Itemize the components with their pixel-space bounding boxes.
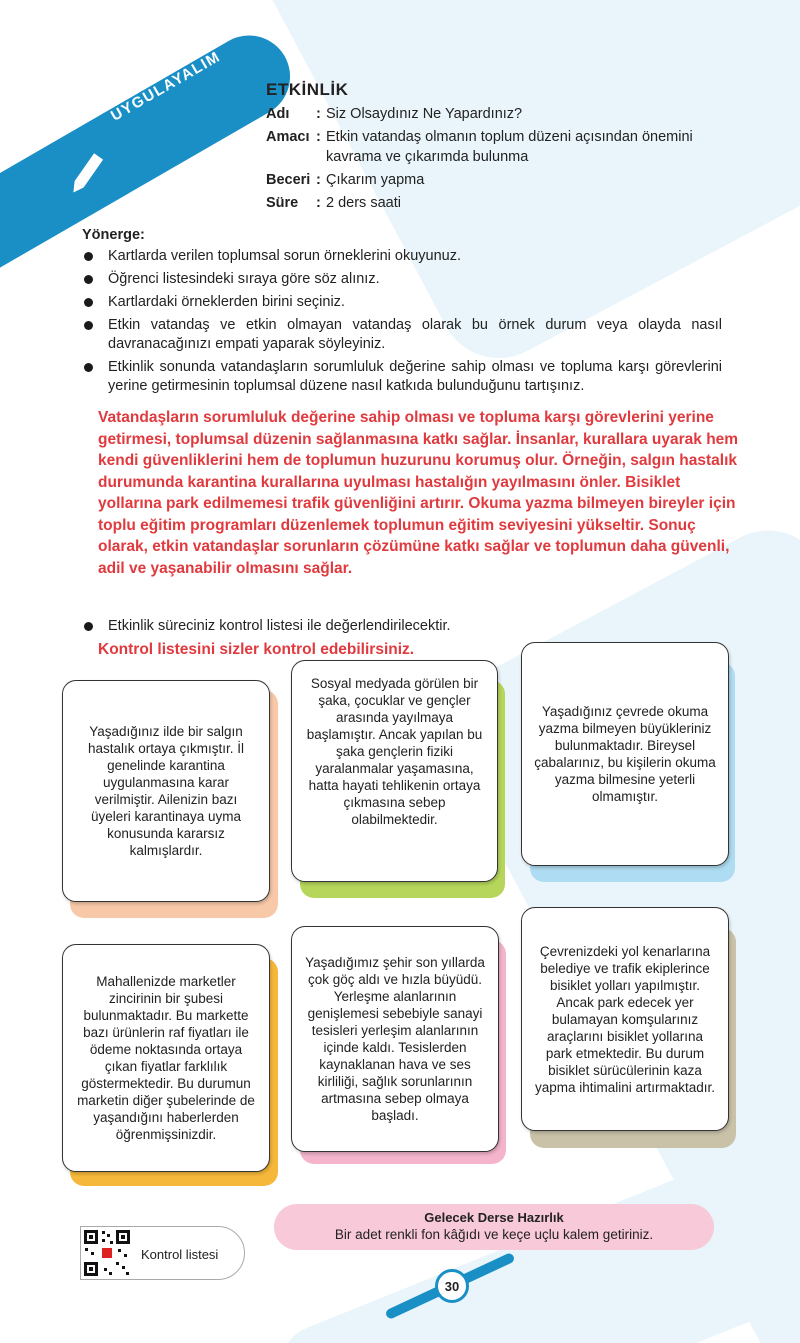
section-ribbon <box>0 20 305 281</box>
activity-header <box>266 80 736 216</box>
info-value: Çıkarım yapma <box>326 172 425 188</box>
evaluation-answer: Kontrol listesini sizler kontrol edebilirsiniz. <box>98 641 415 658</box>
problem-card <box>62 944 270 1172</box>
card-text: Yaşadığınız ilde bir salgın hastalık ortaya çıkmıştır. İl genelinde karantina uygulanmasına karar verilmiştir. Ailenizin bazı üyeleri karantinaya uyma konusunda kararsız kalmışlardır. <box>87 724 245 858</box>
problem-card <box>62 680 270 902</box>
info-separator: : <box>316 129 321 145</box>
info-separator: : <box>316 195 321 211</box>
info-value: Siz Olsaydınız Ne Yapardınız? <box>326 106 523 122</box>
next-lesson-preparation <box>274 1204 714 1250</box>
card-text: Çevrenizdeki yol kenarlarına belediye ve trafik ekiplerince bisiklet yolları yapılmıştır. Ancak park edecek yer bulamayan komşularınız araçlarını bisiklet yollarına park etmektedir. Bu durum bisiklet sürücülerinin kaza yapma ihtimalini artırmaktadır. <box>534 943 716 1095</box>
problem-card <box>291 660 498 882</box>
info-value: Etkin vatandaş olmanın toplum düzeni açısından önemini kavrama ve çıkarımda bulunma <box>326 129 693 165</box>
prep-text: Bir adet renkli fon kâğıdı ve keçe uçlu kalem getiriniz. <box>334 1227 654 1242</box>
activity-duration-row <box>266 193 736 213</box>
instructions-title: Yönerge: <box>82 227 145 243</box>
info-key: Beceri <box>266 172 311 188</box>
evaluation-list <box>82 617 722 636</box>
prep-title: Gelecek Derse Hazırlık <box>424 1210 564 1225</box>
card-text: Mahallenizde marketler zincirinin bir şubesi bulunmaktadır. Bu markette bazı ürünlerin raf fiyatları ile ödeme noktasında ortaya çıkan fiyatlar farklılık göstermektedir. Bu durumun marketin diğer şubelerinde de yaşandığını haberlerden öğrenmişsinizdir. <box>77 974 255 1142</box>
instruction-item: Etkin vatandaş ve etkin olmayan vatandaş olarak bu örnek durum veya olayda nasıl davranacağınızı empati yaparak söyleyiniz. <box>82 316 722 354</box>
activity-skill-row <box>266 170 736 190</box>
qr-code-icon[interactable] <box>82 1228 132 1278</box>
instruction-item: Öğrenci listesindeki sıraya göre söz alınız. <box>82 270 722 289</box>
instruction-item: Kartlardaki örneklerden birini seçiniz. <box>82 293 722 312</box>
problem-card <box>521 907 729 1131</box>
card-text: Yaşadığınız çevrede okuma yazma bilmeyen büyükleriniz bulunmaktadır. Bireysel çabalarınız, bu kişilerin okuma yazma bilmesine yeterli olmamıştır. <box>534 704 716 804</box>
info-value: 2 ders saati <box>326 195 401 211</box>
section-ribbon-label: UYGULAYALIM <box>108 48 224 125</box>
qr-label: Kontrol listesi <box>141 1247 219 1262</box>
problem-card <box>521 642 729 866</box>
info-separator: : <box>316 172 321 188</box>
activity-title: ETKİNLİK <box>266 80 349 99</box>
info-key: Süre <box>266 195 299 211</box>
answer-paragraph: Vatandaşların sorumluluk değerine sahip olması ve topluma karşı görevlerini yerine getirmesi, toplumsal düzenin sağlanmasına katkı sağlar. İnsanlar, kurallara uyarak hem kendi güvenliklerini hem de toplumun huzurunu korumuş olur. Örneğin, salgın hastalık durumunda karantina kurallarına uyulması hastalığın yayılmasını önler. Bisiklet yollarına park edilmemesi trafik güvenliğini artırır. Okuma yazma bilmeyen bireyler için toplu eğitim programları düzenlemek toplumun eğitim seviyesini yükseltir. Sonuç olarak, etkin vatandaşlar sorunların çözümüne katkı sağlar ve toplumun daha güvenli, adil ve yaşanabilir olmasını sağlar. <box>98 409 739 577</box>
problem-card <box>291 926 499 1152</box>
info-key: Adı <box>266 106 290 122</box>
card-text: Sosyal medyada görülen bir şaka, çocuklar ve gençler arasında yayılmaya başlamıştır. Ancak yapılan bu şaka gençlerin fiziki yaralanmalar yaşamasına, hatta hayati tehlikenin ortaya çıkmasına sebep olabilmektedir. <box>306 676 483 827</box>
pencil-icon <box>60 150 110 200</box>
activity-name-row <box>266 104 736 124</box>
card-text: Yaşadığımız şehir son yıllarda çok göç aldı ve hızla büyüdü. Yerleşme alanlarının genişlemesi sebebiyle sanayi tesisleri yerleşim alanlarının içinde kaldı. Tesislerden kaynaklanan hava ve ses kirliliği, sağlık sorunlarının artmasına sebep olmaya başladı. <box>305 955 485 1123</box>
instruction-item: Kartlarda verilen toplumsal sorun örneklerini okuyunuz. <box>82 247 722 266</box>
info-key: Amacı <box>266 129 310 145</box>
page-number: 30 <box>435 1269 469 1303</box>
activity-purpose-row <box>266 127 736 167</box>
instructions-list <box>82 247 722 400</box>
evaluation-item: Etkinlik süreciniz kontrol listesi ile değerlendirilecektir. <box>82 617 722 636</box>
info-separator: : <box>316 106 321 122</box>
instruction-item: Etkinlik sonunda vatandaşların sorumluluk değerine sahip olması ve topluma karşı görevlerini yerine getirmesinin toplumsal düzene nasıl katkıda bulunduğunu tartışınız. <box>82 358 722 396</box>
